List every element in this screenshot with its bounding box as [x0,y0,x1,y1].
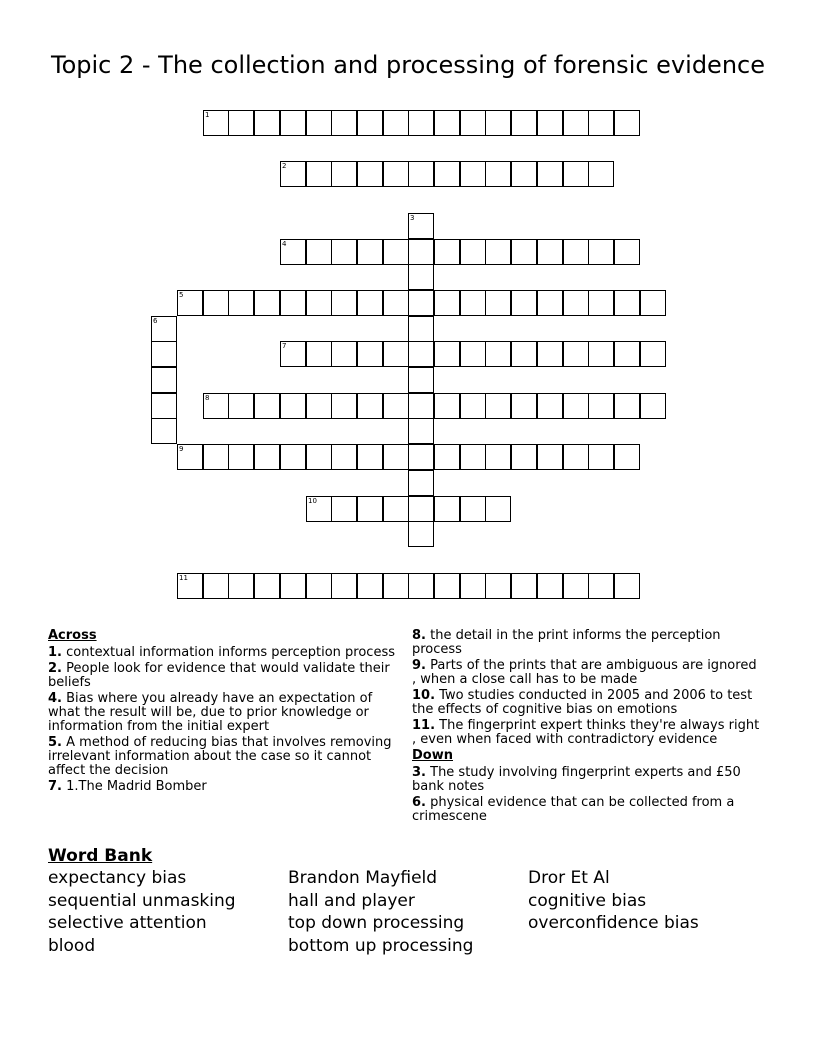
word-bank-column [288,867,473,958]
crossword-cell[interactable] [357,393,383,419]
crossword-cell[interactable] [306,341,332,367]
crossword-cell[interactable] [614,341,640,367]
crossword-cell[interactable] [280,161,306,187]
crossword-cell[interactable] [306,573,332,599]
crossword-cell[interactable] [357,341,383,367]
crossword-cell[interactable] [383,573,409,599]
clue-number: 4. [48,691,62,706]
crossword-cell[interactable] [228,573,254,599]
crossword-cell[interactable] [383,161,409,187]
crossword-cell[interactable] [537,110,563,136]
crossword-cell[interactable] [563,239,589,265]
crossword-cell[interactable] [357,161,383,187]
crossword-cell[interactable] [357,239,383,265]
crossword-cell[interactable] [640,393,666,419]
crossword-cell[interactable] [485,110,511,136]
clue-number-label: 7 [282,342,287,350]
crossword-cell[interactable] [280,444,306,470]
crossword-cell[interactable] [331,573,357,599]
crossword-cell[interactable] [151,393,177,419]
clue-across-11 [412,719,764,747]
clue-number-label: 4 [282,240,287,248]
crossword-cell[interactable] [383,110,409,136]
crossword-cell[interactable] [434,393,460,419]
crossword-cell[interactable] [511,161,537,187]
crossword-cell[interactable] [228,444,254,470]
crossword-cell[interactable] [357,573,383,599]
word-bank-item: overconfidence bias [528,913,699,934]
crossword-cell[interactable] [331,110,357,136]
crossword-cell[interactable] [331,161,357,187]
crossword-cell[interactable] [203,444,229,470]
clue-text: 1.The Madrid Bomber [66,779,207,794]
crossword-cell[interactable] [203,290,229,316]
clue-number-label: 1 [205,111,210,119]
clue-number: 9. [412,658,426,673]
crossword-cell[interactable] [331,341,357,367]
clue-across-5 [48,736,404,778]
crossword-cell[interactable] [306,290,332,316]
crossword-cell[interactable] [151,418,177,444]
word-bank-item: bottom up processing [288,936,474,957]
crossword-cell[interactable] [177,573,203,599]
crossword-cell[interactable] [537,444,563,470]
crossword-cell[interactable] [614,110,640,136]
crossword-cell[interactable] [588,290,614,316]
crossword-cell[interactable] [331,393,357,419]
crossword-cell[interactable] [537,239,563,265]
clues-column-right [412,629,764,826]
crossword-cell[interactable] [434,161,460,187]
crossword-cell[interactable] [177,290,203,316]
crossword-cell[interactable] [280,239,306,265]
crossword-cell[interactable] [228,110,254,136]
clue-down-3 [412,766,764,794]
crossword-cell[interactable] [151,316,177,342]
crossword-cell[interactable] [588,110,614,136]
crossword-cell[interactable] [383,341,409,367]
crossword-cell[interactable] [614,573,640,599]
crossword-cell[interactable] [614,239,640,265]
clue-across-7 [48,780,404,794]
crossword-cell[interactable] [151,341,177,367]
crossword-cell[interactable] [485,239,511,265]
crossword-cell[interactable] [408,341,434,367]
crossword-cell[interactable] [485,393,511,419]
word-bank-item: Brandon Mayfield [288,868,438,888]
crossword-cell[interactable] [408,239,434,265]
crossword-cell[interactable] [563,444,589,470]
crossword-cell[interactable] [537,341,563,367]
crossword-cell[interactable] [485,290,511,316]
clue-number: 11. [412,718,436,733]
crossword-cell[interactable] [383,239,409,265]
crossword-cell[interactable] [203,393,229,419]
clue-number-label: 3 [410,214,415,222]
crossword-cell[interactable] [511,393,537,419]
crossword-cell[interactable] [588,161,614,187]
crossword-cell[interactable] [588,393,614,419]
crossword-cell[interactable] [408,496,434,522]
clue-number-label: 2 [282,162,287,170]
crossword-cell[interactable] [254,290,280,316]
crossword-cell[interactable] [485,444,511,470]
crossword-cell[interactable] [280,341,306,367]
crossword-cell[interactable] [357,110,383,136]
crossword-cell[interactable] [383,444,409,470]
crossword-cell[interactable] [434,341,460,367]
crossword-cell[interactable] [203,573,229,599]
clue-number-label: 9 [179,445,184,453]
clue-number-label: 8 [205,394,210,402]
clue-number-label: 11 [179,574,188,582]
crossword-cell[interactable] [460,573,486,599]
crossword-cell[interactable] [306,161,332,187]
crossword-cell[interactable] [640,290,666,316]
crossword-cell[interactable] [254,110,280,136]
word-bank-item: top down processing [288,913,465,934]
crossword-cell[interactable] [306,444,332,470]
clue-number: 7. [48,779,62,794]
clue-text: People look for evidence that would validate their beliefs [48,661,390,690]
crossword-cell[interactable] [408,418,434,444]
crossword-cell[interactable] [537,393,563,419]
crossword-cell[interactable] [614,444,640,470]
crossword-cell[interactable] [563,110,589,136]
clue-number: 3. [412,765,426,780]
word-bank-item: expectancy bias [48,868,187,888]
crossword-cell[interactable] [485,161,511,187]
clue-number: 8. [412,628,426,643]
crossword-cell[interactable] [511,341,537,367]
crossword-cell[interactable] [537,290,563,316]
clue-across-10 [412,689,764,717]
word-bank-item: selective attention [48,913,207,934]
crossword-cell[interactable] [408,316,434,342]
clue-text: Two studies conducted in 2005 and 2006 to test the effects of cognitive bias on emotions [412,688,753,717]
crossword-cell[interactable] [383,290,409,316]
crossword-cell[interactable] [434,239,460,265]
crossword-cell[interactable] [460,239,486,265]
clue-across-1 [48,646,404,660]
clue-text: The study involving fingerprint experts and £50 bank notes [412,765,741,794]
crossword-cell[interactable] [640,341,666,367]
across-heading: Across [48,628,97,643]
crossword-cell[interactable] [460,393,486,419]
crossword-cell[interactable] [511,573,537,599]
crossword-cell[interactable] [408,264,434,290]
crossword-cell[interactable] [485,341,511,367]
crossword-cell[interactable] [280,290,306,316]
clue-across-4 [48,692,404,734]
crossword-cell[interactable] [306,110,332,136]
clue-across-8 [412,629,764,657]
crossword-cell[interactable] [511,444,537,470]
crossword-cell[interactable] [383,393,409,419]
clue-text: Bias where you already have an expectation of what the result will be, due to prior knowledge or information from the initial expert [48,691,373,734]
crossword-cell[interactable] [434,290,460,316]
crossword-cell[interactable] [254,393,280,419]
crossword-cell[interactable] [408,444,434,470]
clue-number: 5. [48,735,62,750]
crossword-cell[interactable] [588,444,614,470]
crossword-cell[interactable] [254,573,280,599]
crossword-cell[interactable] [357,290,383,316]
crossword-cell[interactable] [485,496,511,522]
clue-number-label: 6 [153,317,158,325]
word-bank-item: blood [48,936,96,957]
crossword-cell[interactable] [588,239,614,265]
crossword-cell[interactable] [228,290,254,316]
crossword-cell[interactable] [357,496,383,522]
crossword-cell[interactable] [614,290,640,316]
clue-across-2 [48,662,404,690]
crossword-cell[interactable] [614,393,640,419]
crossword-cell[interactable] [331,290,357,316]
crossword-cell[interactable] [537,161,563,187]
crossword-cell[interactable] [408,393,434,419]
crossword-cell[interactable] [228,393,254,419]
clue-number: 2. [48,661,62,676]
crossword-cell[interactable] [280,110,306,136]
word-bank-item: Dror Et Al [528,868,610,888]
crossword-cell[interactable] [331,496,357,522]
clue-text: contextual information informs perception process [66,645,395,660]
clue-text: physical evidence that can be collected from a crimescene [412,795,735,824]
crossword-cell[interactable] [280,393,306,419]
crossword-cell[interactable] [460,444,486,470]
clue-number: 6. [412,795,426,810]
crossword-cell[interactable] [331,444,357,470]
crossword-cell[interactable] [460,341,486,367]
clue-number: 10. [412,688,436,703]
page-title: Topic 2 - The collection and processing of forensic evidence [51,51,765,79]
word-bank-column [528,867,699,935]
crossword-cell[interactable] [408,521,434,547]
crossword-cell[interactable] [408,213,434,239]
crossword-cell[interactable] [306,496,332,522]
crossword-cell[interactable] [563,341,589,367]
clue-text: the detail in the print informs the perception process [412,628,721,657]
clue-text: A method of reducing bias that involves removing irrelevant information about the case so it cannot affect the decision [48,735,392,778]
crossword-cell[interactable] [408,573,434,599]
down-heading: Down [412,748,453,763]
word-bank-column [48,867,236,958]
crossword-cell[interactable] [306,393,332,419]
clue-number: 1. [48,645,62,660]
clue-text: The fingerprint expert thinks they're always right , even when faced with contradictory evidence [412,718,760,747]
crossword-cell[interactable] [511,110,537,136]
crossword-cell[interactable] [460,290,486,316]
crossword-cell[interactable] [203,110,229,136]
crossword-cell[interactable] [408,110,434,136]
crossword-cell[interactable] [511,290,537,316]
crossword-cell[interactable] [331,239,357,265]
crossword-cell[interactable] [280,573,306,599]
word-bank-item: cognitive bias [528,890,647,911]
crossword-cell[interactable] [408,290,434,316]
word-bank [48,845,768,957]
crossword-cell[interactable] [460,496,486,522]
clue-number-label: 10 [308,497,317,505]
crossword-cell[interactable] [537,573,563,599]
crossword-cell[interactable] [434,573,460,599]
crossword-cell[interactable] [563,290,589,316]
word-bank-item: hall and player [288,890,415,911]
crossword-cell[interactable] [460,110,486,136]
clues-column-left [48,629,404,796]
crossword-cell[interactable] [408,367,434,393]
crossword-cell[interactable] [177,444,203,470]
crossword-cell[interactable] [563,161,589,187]
crossword-cell[interactable] [563,393,589,419]
crossword-cell[interactable] [408,470,434,496]
crossword-cell[interactable] [434,110,460,136]
word-bank-item: sequential unmasking [48,890,236,911]
crossword-cell[interactable] [588,341,614,367]
crossword-cell[interactable] [485,573,511,599]
crossword-cell[interactable] [357,444,383,470]
crossword-cell[interactable] [151,367,177,393]
crossword-cell[interactable] [306,239,332,265]
crossword-cell[interactable] [254,444,280,470]
clue-number-label: 5 [179,291,184,299]
clue-down-6 [412,796,764,824]
clue-text: Parts of the prints that are ambiguous are ignored , when a close call has to be made [412,658,757,687]
crossword-cell[interactable] [588,573,614,599]
crossword-cell[interactable] [383,496,409,522]
crossword-cell[interactable] [460,161,486,187]
word-bank-title: Word Bank [48,846,153,866]
crossword-cell[interactable] [511,239,537,265]
crossword-cell[interactable] [563,573,589,599]
crossword-cell[interactable] [408,161,434,187]
clue-across-9 [412,659,764,687]
crossword-cell[interactable] [434,496,460,522]
crossword-cell[interactable] [434,444,460,470]
